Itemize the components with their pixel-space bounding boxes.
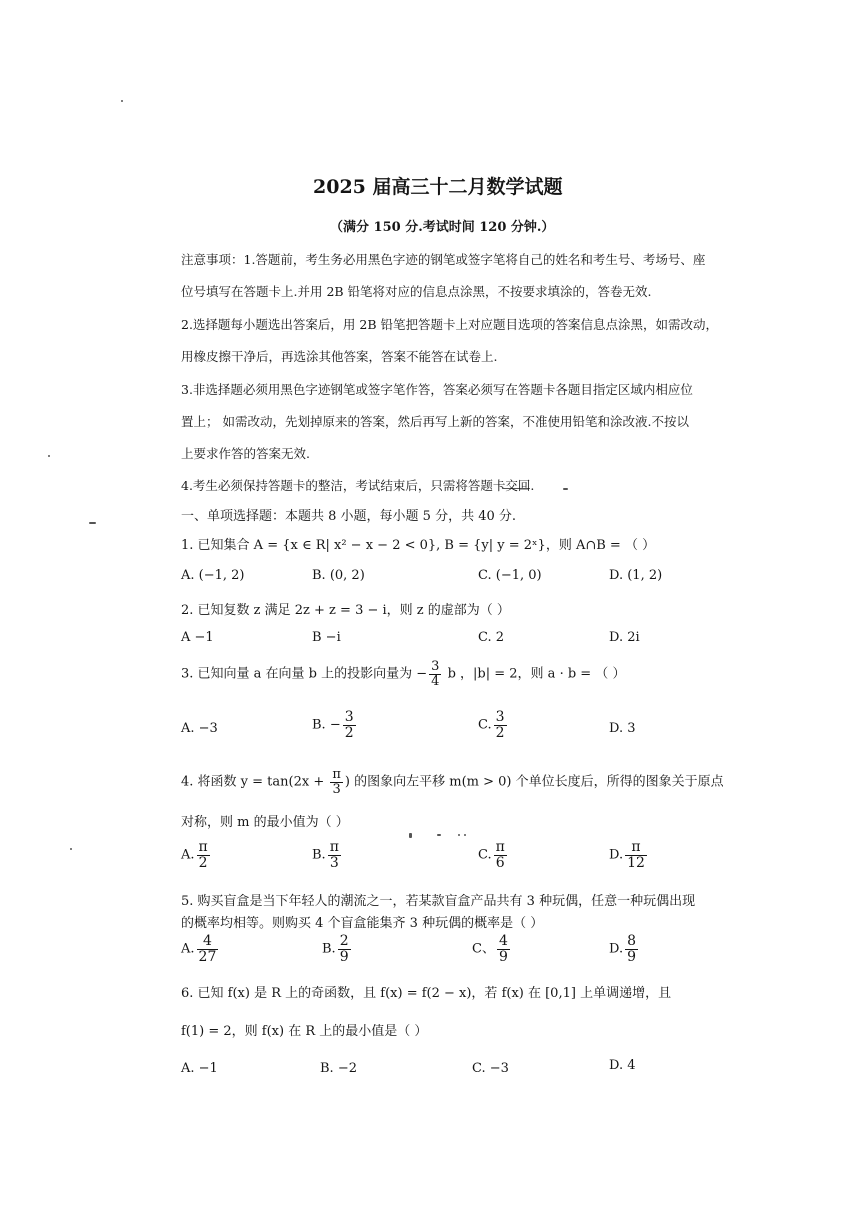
q5-option-d bbox=[609, 934, 640, 964]
q4-stem-part-a: 4. 将函数 y = tan(2x + bbox=[181, 774, 329, 790]
q3-frac-num: 3 bbox=[431, 659, 440, 674]
q3-option-c-prefix: C. bbox=[478, 717, 492, 733]
q3-option-b-den: 2 bbox=[344, 724, 354, 741]
q2-option-a: A −1 bbox=[181, 630, 214, 645]
q5-option-d-num: 8 bbox=[627, 933, 637, 949]
q4-option-c-den: 6 bbox=[495, 854, 505, 871]
q3-stem-fraction bbox=[429, 660, 441, 688]
q4-option-d-den: 12 bbox=[627, 854, 645, 871]
q5-option-a-fraction bbox=[197, 934, 219, 964]
q4-option-a-label: A. bbox=[181, 847, 195, 863]
q4-option-d-fraction bbox=[625, 840, 647, 870]
note-2-line-1: 2.选择题每小题选出答案后，用 2B 铅笔把答题卡上对应题目选项的答案信息点涂黑，如需改动， bbox=[181, 317, 719, 332]
q1-option-a: A. (−1, 2) bbox=[181, 568, 245, 583]
section-heading: 一、单项选择题：本题共 8 小题，每小题 5 分，共 40 分. bbox=[181, 509, 517, 524]
q5-option-a-num: 4 bbox=[197, 934, 219, 950]
q6-option-b: B. −2 bbox=[320, 1061, 357, 1076]
q5-option-b-num: 2 bbox=[339, 933, 349, 949]
q3-frac-den: 4 bbox=[431, 673, 440, 689]
q1-option-b: B. (0, 2) bbox=[312, 568, 365, 583]
q5-option-b-den: 9 bbox=[339, 948, 349, 965]
q1-stem: 1. 已知集合 A = {x ∈ R| x² − x − 2 < 0}, B = {y| y = 2ˣ}，则 A∩B = （ ） bbox=[181, 538, 656, 553]
q4-option-a-den: 2 bbox=[198, 854, 208, 871]
q5-option-b-label: B. bbox=[322, 941, 336, 957]
scan-speck bbox=[563, 488, 568, 490]
scan-speck bbox=[121, 100, 123, 102]
note-3-line-1: 3.非选择题必须用黑色字迹钢笔或签字笔作答，答案必须写在答题卡各题目指定区域内相应位 bbox=[181, 382, 693, 397]
note-3-line-3: 上要求作答的答案无效. bbox=[181, 446, 310, 461]
q1-option-c: C. (−1, 0) bbox=[478, 568, 542, 583]
q5-stem-line-1: 5. 购买盲盒是当下年轻人的潮流之一，若某款盲盒产品共有 3 种玩偶，任意一种玩偶出现 bbox=[181, 894, 696, 909]
page-title: 2025 届高三十二月数学试题 bbox=[313, 176, 563, 198]
q4-stem-part-b: ) 的图象向左平移 m(m > 0) 个单位长度后，所得的图象关于原点 bbox=[344, 774, 724, 790]
q4-option-b bbox=[312, 840, 343, 870]
q3-option-c bbox=[478, 710, 509, 740]
q3-option-d: D. 3 bbox=[609, 721, 636, 736]
q5-option-d-fraction bbox=[625, 934, 638, 964]
q4-stem-line-1 bbox=[181, 768, 724, 796]
q3-option-b-fraction bbox=[343, 710, 356, 740]
scan-speck bbox=[409, 833, 412, 838]
scan-speck bbox=[70, 848, 72, 850]
q5-option-c-label: C、 bbox=[472, 941, 495, 957]
note-2-line-2: 用橡皮擦干净后，再选涂其他答案，答案不能答在试卷上. bbox=[181, 349, 498, 364]
q5-option-b bbox=[322, 934, 353, 964]
q3-option-b-num: 3 bbox=[344, 709, 354, 725]
q3-option-c-fraction bbox=[494, 710, 507, 740]
q5-option-c-num: 4 bbox=[498, 933, 508, 949]
q6-option-d: D. 4 bbox=[609, 1058, 636, 1073]
q5-option-a-label: A. bbox=[181, 941, 195, 957]
q6-stem-line-1: 6. 已知 f(x) 是 R 上的奇函数，且 f(x) = f(2 − x)，若 f(x) 在 [0,1] 上单调递增，且 bbox=[181, 986, 672, 1001]
note-1-line-1: 注意事项：1.答题前，考生务必用黑色字迹的钢笔或签字笔将自己的姓名和考生号、考场号、座 bbox=[181, 252, 706, 267]
q2-option-b: B −i bbox=[312, 630, 341, 645]
q4-option-d-num: π bbox=[625, 840, 647, 856]
q4-option-b-num: π bbox=[329, 839, 339, 855]
q4-option-d bbox=[609, 840, 649, 870]
q3-option-c-den: 2 bbox=[495, 724, 505, 741]
q4-option-c-label: C. bbox=[478, 847, 492, 863]
q4-option-c-num: π bbox=[495, 839, 505, 855]
scan-speck bbox=[89, 522, 96, 524]
q5-option-c-den: 9 bbox=[498, 948, 508, 965]
q4-option-c-fraction bbox=[494, 840, 507, 870]
q2-stem: 2. 已知复数 z 满足 2z + z = 3 − i，则 z 的虚部为（ ） bbox=[181, 603, 510, 618]
page-subtitle: （满分 150 分.考试时间 120 分钟.） bbox=[330, 220, 555, 235]
scan-speck bbox=[48, 455, 50, 457]
q4-option-b-fraction bbox=[328, 840, 341, 870]
q3-stem-part-b: b ，|b| = 2，则 a · b = （ ） bbox=[443, 666, 626, 682]
note-3-line-2: 置上； 如需改动，先划掉原来的答案，然后再写上新的答案，不准使用铅笔和涂改液.不按以 bbox=[181, 414, 689, 429]
q5-option-d-den: 9 bbox=[627, 948, 637, 965]
scan-speck bbox=[464, 834, 466, 836]
q2-option-c: C. 2 bbox=[478, 630, 505, 645]
q5-option-d-label: D. bbox=[609, 941, 624, 957]
q4-option-a-fraction bbox=[197, 840, 210, 870]
q3-stem-part-a: 3. 已知向量 a 在向量 b 上的投影向量为 − bbox=[181, 666, 428, 682]
q5-option-c-fraction bbox=[497, 934, 510, 964]
q4-option-b-den: 3 bbox=[329, 854, 339, 871]
q5-option-a bbox=[181, 934, 220, 964]
q4-option-c bbox=[478, 840, 509, 870]
note-4: 4.考生必须保持答题卡的整洁，考试结束后，只需将答题卡交回. bbox=[181, 478, 535, 493]
q4-option-a bbox=[181, 840, 212, 870]
q3-option-b bbox=[312, 710, 358, 740]
q1-option-d: D. (1, 2) bbox=[609, 568, 663, 583]
q3-option-c-num: 3 bbox=[495, 709, 505, 725]
note-1-line-2: 位号填写在答题卡上.并用 2B 铅笔将对应的信息点涂黑，不按要求填涂的，答卷无效. bbox=[181, 284, 652, 299]
q5-stem-line-2: 的概率均相等。则购买 4 个盲盒能集齐 3 种玩偶的概率是（ ） bbox=[181, 916, 544, 931]
q4-frac-num: π bbox=[332, 767, 341, 782]
q6-option-c: C. −3 bbox=[472, 1061, 509, 1076]
q4-option-a-num: π bbox=[198, 839, 208, 855]
q5-option-c bbox=[472, 934, 512, 964]
q4-option-b-label: B. bbox=[312, 847, 326, 863]
q3-option-a: A. −3 bbox=[181, 721, 218, 736]
scan-speck bbox=[458, 834, 460, 836]
q2-option-d: D. 2i bbox=[609, 630, 640, 645]
q3-option-b-prefix: B. − bbox=[312, 717, 341, 733]
q3-stem bbox=[181, 660, 625, 688]
scan-speck bbox=[437, 834, 441, 836]
q6-option-a: A. −1 bbox=[181, 1061, 218, 1076]
q4-stem-fraction bbox=[330, 768, 343, 796]
q6-stem-line-2: f(1) = 2，则 f(x) 在 R 上的最小值是（ ） bbox=[181, 1024, 428, 1039]
q5-option-a-den: 27 bbox=[198, 948, 217, 965]
q4-frac-den: 3 bbox=[332, 781, 341, 797]
q4-stem-line-2: 对称，则 m 的最小值为（ ） bbox=[181, 815, 349, 830]
q4-option-d-label: D. bbox=[609, 847, 624, 863]
q5-option-b-fraction bbox=[338, 934, 351, 964]
